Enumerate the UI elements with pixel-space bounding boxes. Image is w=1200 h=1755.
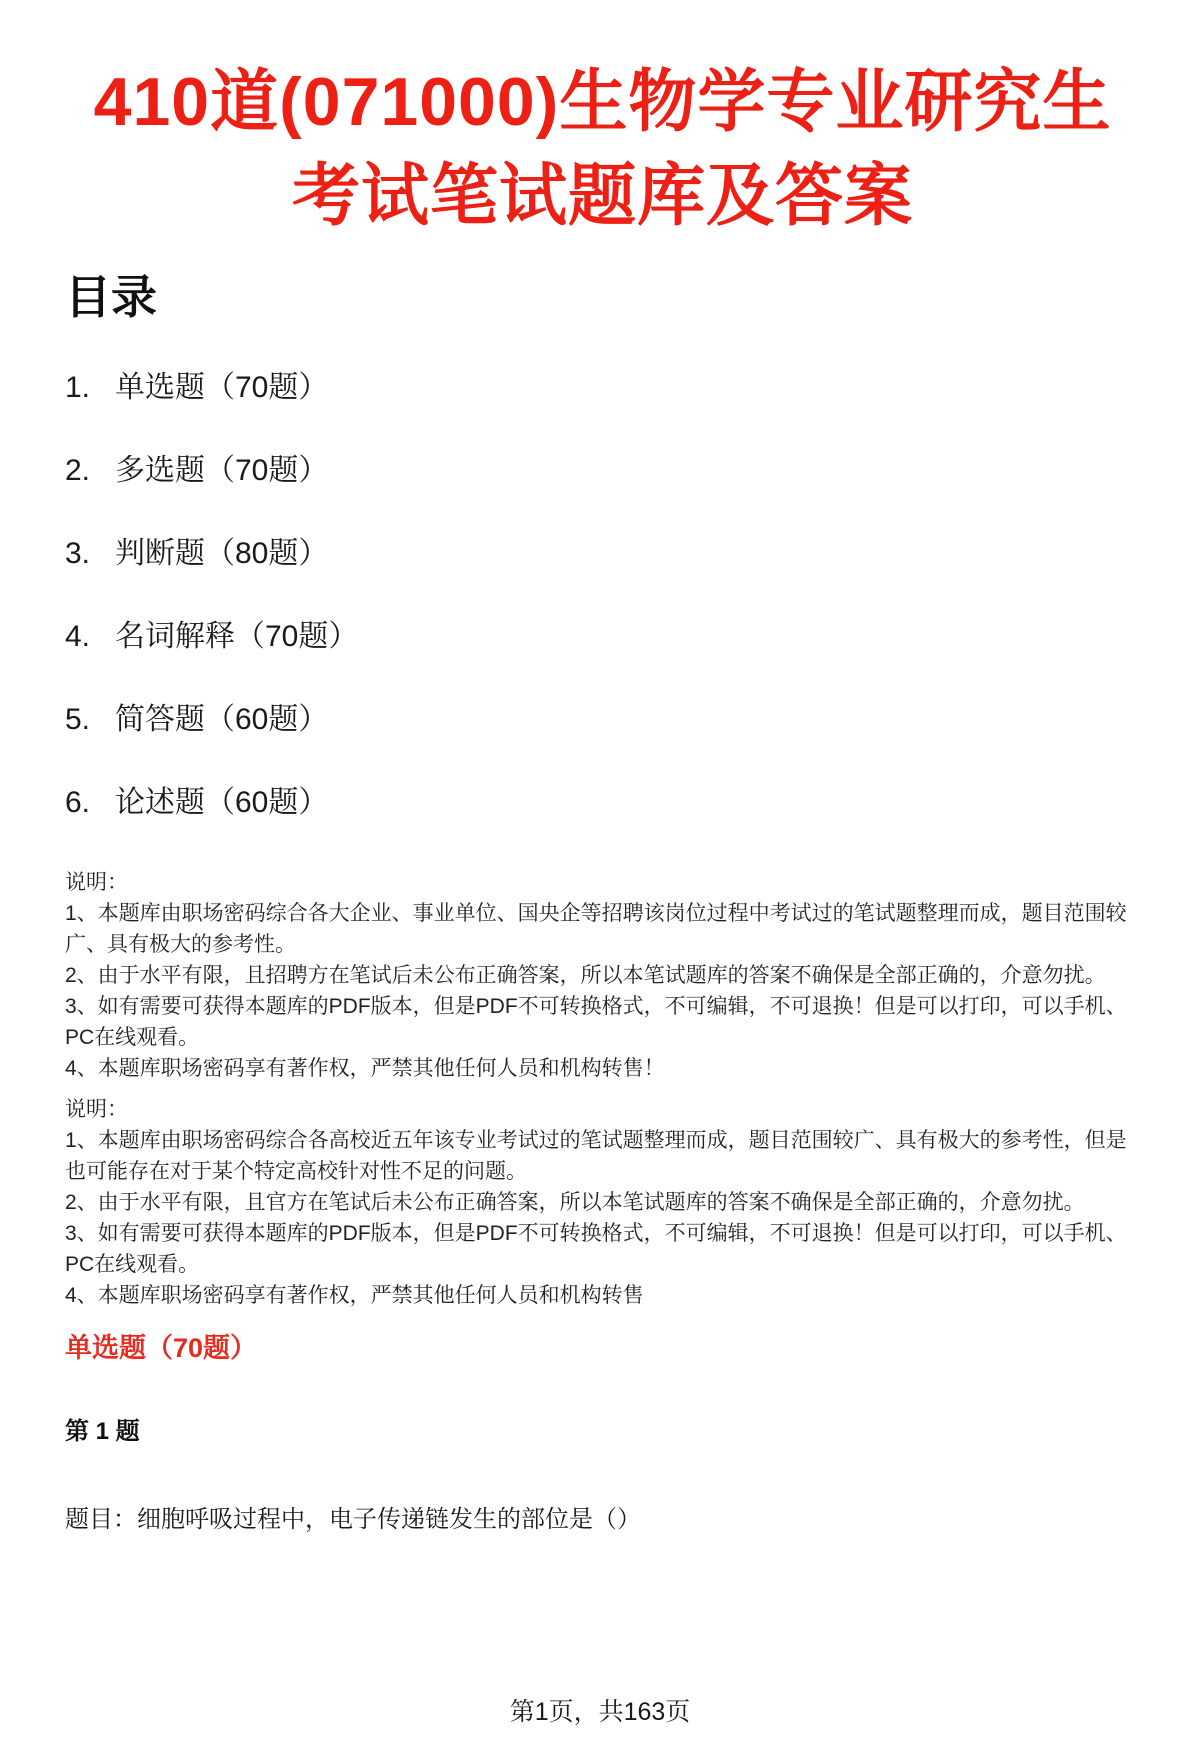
notes-label: 说明：	[65, 1098, 128, 1121]
toc-list	[65, 369, 1140, 822]
page-footer: 第1页，共163页	[509, 1698, 691, 1726]
toc-item-number: 6.	[65, 786, 91, 819]
toc-item-number: 4.	[65, 620, 91, 653]
document-title: 410道(071000)生物学专业研究生考试笔试题库及答案	[93, 64, 1112, 234]
note-line: 3、如有需要可获得本题库的PDF版本，但是PDF不可转换格式，不可编辑，不可退换！但是可以打印，可以手机、PC在线观看。	[65, 995, 1127, 1049]
toc-item-short-answer	[65, 701, 1140, 739]
toc-item-label: 论述题（60题）	[115, 786, 329, 819]
note-line: 4、本题库职场密码享有著作权，严禁其他任何人员和机构转售	[65, 1284, 644, 1307]
toc-item-number: 1.	[65, 371, 91, 404]
section-heading-single-choice: 单选题（70题）	[65, 1333, 258, 1363]
toc-item-single-choice	[65, 369, 1140, 407]
toc-item-number: 3.	[65, 537, 91, 570]
notes-label: 说明：	[65, 871, 128, 894]
note-line: 1、本题库由职场密码综合各大企业、事业单位、国央企等招聘该岗位过程中考试过的笔试题整理而成，题目范围较广、具有极大的参考性。	[65, 902, 1127, 956]
notes-block-1	[65, 867, 1140, 1084]
toc-item-label: 多选题（70题）	[115, 454, 329, 487]
toc-item-term-explanation	[65, 618, 1140, 656]
toc-item-number: 5.	[65, 703, 91, 736]
note-line: 1、本题库由职场密码综合各高校近五年该专业考试过的笔试题整理而成，题目范围较广、具有极大的参考性，但是也可能存在对于某个特定高校针对性不足的问题。	[65, 1129, 1127, 1183]
toc-item-essay	[65, 784, 1140, 822]
toc-item-number: 2.	[65, 454, 91, 487]
toc-heading: 目录	[65, 271, 157, 323]
note-line: 2、由于水平有限，且官方在笔试后未公布正确答案，所以本笔试题库的答案不确保是全部正确的，介意勿扰。	[65, 1191, 1085, 1214]
question-text: 题目：细胞呼吸过程中，电子传递链发生的部位是（）	[65, 1506, 641, 1533]
note-line: 2、由于水平有限，且招聘方在笔试后未公布正确答案，所以本笔试题库的答案不确保是全部正确的，介意勿扰。	[65, 964, 1106, 987]
note-line: 4、本题库职场密码享有著作权，严禁其他任何人员和机构转售！	[65, 1057, 665, 1080]
toc-item-label: 简答题（60题）	[115, 703, 329, 736]
toc-item-label: 判断题（80题）	[115, 537, 329, 570]
toc-item-label: 单选题（70题）	[115, 371, 329, 404]
notes-block-2	[65, 1094, 1140, 1311]
note-line: 3、如有需要可获得本题库的PDF版本，但是PDF不可转换格式，不可编辑，不可退换！但是可以打印，可以手机、PC在线观看。	[65, 1222, 1127, 1276]
toc-item-label: 名词解释（70题）	[115, 620, 359, 653]
toc-item-true-false	[65, 535, 1140, 573]
question-number: 第 1 题	[65, 1418, 140, 1445]
toc-item-multi-choice	[65, 452, 1140, 490]
